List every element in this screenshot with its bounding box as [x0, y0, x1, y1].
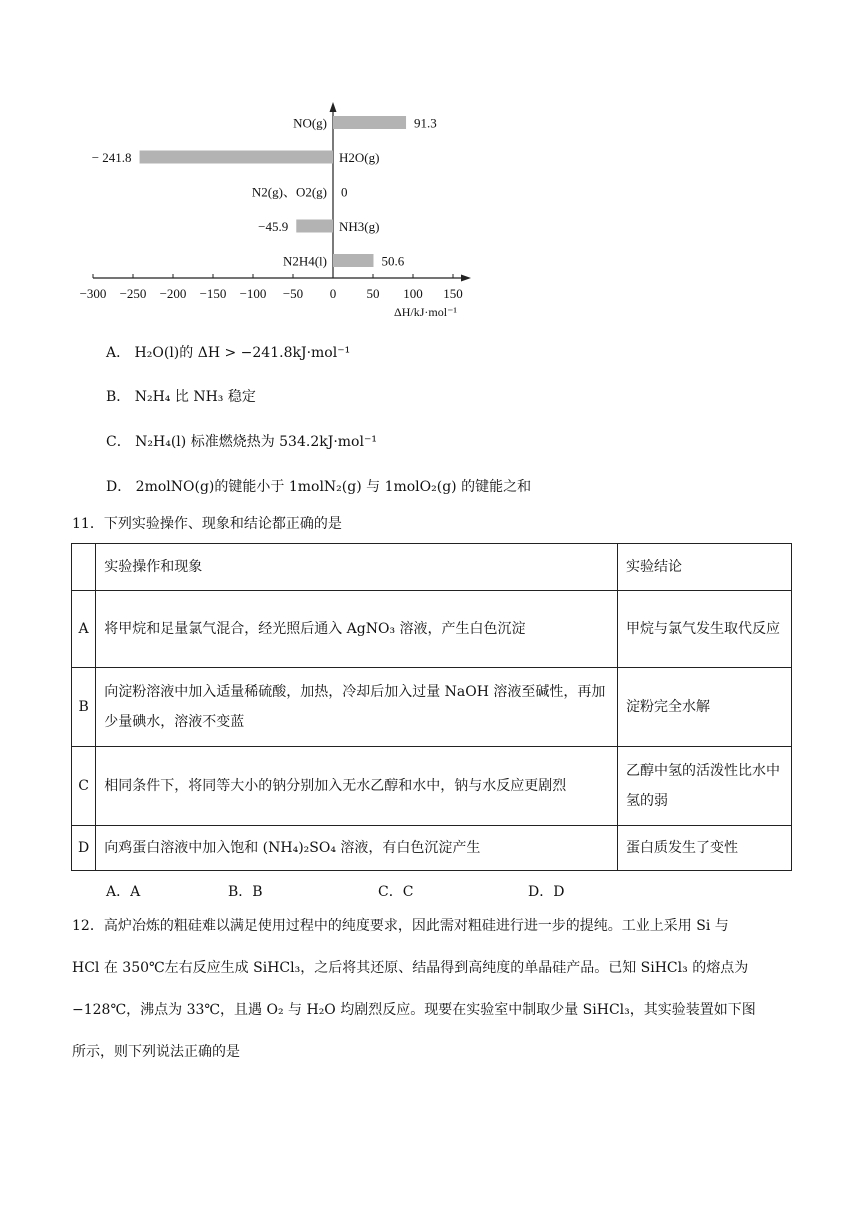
x-tick-label: −50 — [282, 286, 304, 301]
q10-option-a: A． H₂O(l)的 ΔH > −241.8kJ·mol⁻¹ — [106, 345, 351, 361]
q10-option-c: C． N₂H₄(l) 标准燃烧热为 534.2kJ·mol⁻¹ — [106, 434, 377, 450]
row-letter: C — [72, 747, 96, 826]
category-label: N2(g)、O2(g) — [251, 184, 327, 200]
q11-choice-c: C．C — [378, 884, 414, 900]
table-row — [72, 826, 792, 871]
bar — [296, 220, 333, 233]
value-label: − 241.8 — [91, 150, 132, 165]
x-tick-label: 100 — [403, 286, 423, 301]
x-tick-label: −150 — [199, 286, 227, 301]
q10-option-b: B． N₂H₄ 比 NH₃ 稳定 — [106, 389, 256, 405]
x-tick-label: 150 — [443, 286, 463, 301]
x-axis-arrow — [461, 275, 471, 282]
table-cell-empty — [72, 544, 96, 591]
row-letter: A — [72, 591, 96, 668]
category-label: H2O(g) — [339, 150, 380, 165]
q11-stem: 11．下列实验操作、现象和结论都正确的是 — [72, 516, 342, 532]
bar — [140, 151, 333, 164]
value-label: 91.3 — [414, 115, 437, 131]
table-header-operation: 实验操作和现象 — [96, 544, 618, 591]
row-letter: B — [72, 668, 96, 747]
y-axis-arrow — [330, 102, 337, 112]
row-conclusion: 甲烷与氯气发生取代反应 — [618, 591, 792, 668]
row-operation: 将甲烷和足量氯气混合，经光照后通入 AgNO₃ 溶液，产生白色沉淀 — [96, 591, 618, 668]
table-row — [72, 668, 792, 747]
category-label: NH3(g) — [339, 219, 380, 234]
table-header-row — [72, 544, 792, 591]
x-tick-label: −300 — [79, 286, 107, 301]
q11-choice-b: B．B — [228, 884, 263, 900]
table-row — [72, 747, 792, 826]
q12-line-1: 12．高炉冶炼的粗硅难以满足使用过程中的纯度要求，因此需对粗硅进行进一步的提纯。工业上采用 Si 与 — [72, 918, 729, 934]
row-operation: 向鸡蛋白溶液中加入饱和 (NH₄)₂SO₄ 溶液，有白色沉淀产生 — [96, 826, 618, 871]
value-label: −45.9 — [258, 219, 289, 234]
x-tick-label: −250 — [119, 286, 147, 301]
q11-choice-d: D．D — [528, 884, 565, 900]
value-label: 0 — [341, 184, 348, 200]
q12-line-4: 所示，则下列说法正确的是 — [72, 1044, 240, 1060]
category-label: NO(g) — [293, 115, 327, 131]
q12-line-3: −128℃，沸点为 33℃，且遇 O₂ 与 H₂O 均剧烈反应。现要在实验室中制取少量 SiHCl₃，其实验装置如下图 — [72, 1002, 756, 1018]
row-conclusion: 蛋白质发生了变性 — [618, 826, 792, 871]
value-label: 50.6 — [381, 253, 405, 269]
q11-answer-choices — [106, 881, 706, 901]
category-label: N2H4(l) — [282, 253, 327, 269]
bar — [333, 116, 406, 129]
q12-line-2: HCl 在 350℃左右反应生成 SiHCl₃，之后将其还原、结晶得到高纯度的单晶硅产品。已知 SiHCl₃ 的熔点为 — [72, 960, 749, 976]
bar — [333, 254, 373, 267]
table-header-conclusion: 实验结论 — [618, 544, 792, 591]
x-axis-label: ΔH/kJ·mol⁻¹ — [394, 305, 457, 319]
row-letter: D — [72, 826, 96, 871]
q11-choice-a: A．A — [106, 884, 141, 900]
x-tick-label: 50 — [366, 286, 380, 301]
x-tick-label: −100 — [239, 286, 267, 301]
enthalpy-bar-chart — [60, 98, 490, 328]
x-tick-label: 0 — [329, 286, 337, 301]
row-conclusion: 淀粉完全水解 — [618, 668, 792, 747]
row-conclusion: 乙醇中氢的活泼性比水中氢的弱 — [618, 747, 792, 826]
q10-option-d: D． 2molNO(g)的键能小于 1molN₂(g) 与 1molO₂(g) 的键能之和 — [106, 479, 532, 495]
row-operation: 向淀粉溶液中加入适量稀硫酸，加热，冷却后加入过量 NaOH 溶液至碱性，再加少量碘水，溶液不变蓝 — [96, 668, 618, 747]
x-tick-label: −200 — [159, 286, 187, 301]
row-operation: 相同条件下，将同等大小的钠分别加入无水乙醇和水中，钠与水反应更剧烈 — [96, 747, 618, 826]
table-row — [72, 591, 792, 668]
experiment-table — [71, 543, 792, 871]
